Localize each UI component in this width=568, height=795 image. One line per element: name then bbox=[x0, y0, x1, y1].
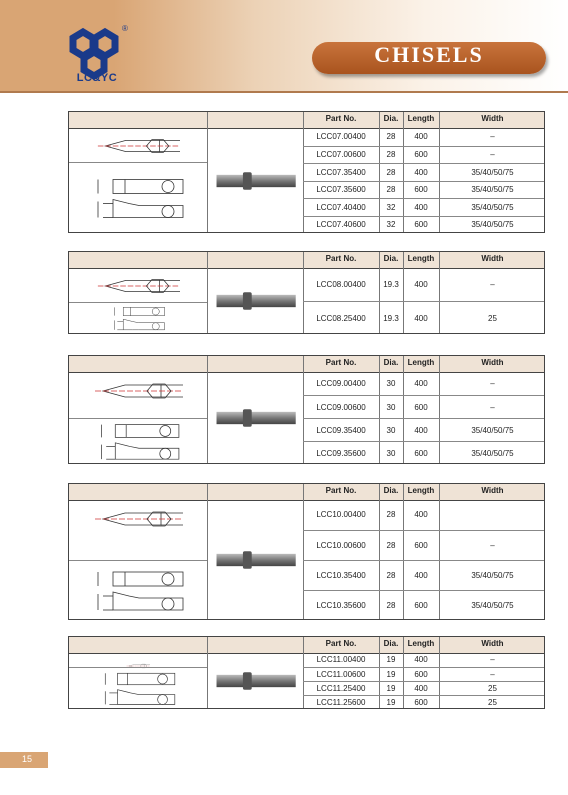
column-divider bbox=[207, 637, 208, 708]
cell-len: 400 bbox=[414, 279, 428, 289]
chisel-table-lcc10 bbox=[68, 483, 545, 620]
chisel-table-lcc11 bbox=[68, 636, 545, 709]
chisel-table-lcc08 bbox=[68, 251, 545, 334]
cell-part: LCC08.00400 bbox=[316, 279, 366, 289]
cell-part: LCC07.35400 bbox=[316, 167, 366, 177]
cell-wid: 35/40/50/75 bbox=[471, 425, 514, 435]
cell-dia: 32 bbox=[386, 220, 396, 230]
column-header-wid: Width bbox=[481, 254, 504, 263]
cell-part: LCC11.00600 bbox=[316, 670, 366, 679]
table-row bbox=[303, 372, 544, 395]
cell-part: LCC10.35400 bbox=[316, 571, 366, 580]
column-header-dia: Dia. bbox=[383, 486, 399, 495]
cell-len: 600 bbox=[414, 150, 428, 160]
table-row bbox=[303, 163, 544, 182]
cell-dia: 30 bbox=[386, 402, 396, 412]
cell-len: 600 bbox=[414, 220, 428, 230]
column-header-len: Length bbox=[407, 114, 435, 123]
column-header-len: Length bbox=[407, 639, 435, 648]
cell-dia: 19.3 bbox=[383, 313, 399, 323]
cell-part: LCC09.35400 bbox=[316, 425, 366, 435]
column-header-wid: Width bbox=[481, 486, 504, 495]
chisel-shank-photo bbox=[213, 666, 301, 701]
table-row bbox=[303, 181, 544, 200]
column-header-len: Length bbox=[407, 486, 435, 495]
table-row bbox=[303, 268, 544, 301]
chisel-shank-photo bbox=[213, 545, 301, 580]
cell-part: LCC08.25400 bbox=[316, 313, 366, 323]
cell-wid: 35/40/50/75 bbox=[471, 202, 514, 212]
cell-dia: 19 bbox=[386, 670, 396, 679]
chisel-flat-drawing bbox=[73, 305, 203, 336]
table-row bbox=[303, 301, 544, 335]
column-header-part: Part No. bbox=[325, 114, 357, 123]
cell-len: 600 bbox=[414, 698, 428, 707]
cell-dia: 28 bbox=[386, 185, 396, 195]
chisel-table-lcc07 bbox=[68, 111, 545, 233]
page-number: 15 bbox=[22, 754, 33, 764]
cell-wid: – bbox=[490, 150, 495, 160]
cell-part: LCC07.40400 bbox=[316, 202, 366, 212]
chisel-point-drawing bbox=[73, 132, 203, 165]
cell-dia: 19 bbox=[386, 684, 396, 693]
cell-dia: 28 bbox=[386, 150, 396, 160]
column-header-dia: Dia. bbox=[383, 358, 399, 367]
chisel-shank-photo bbox=[213, 166, 301, 201]
chisel-point-drawing bbox=[73, 504, 203, 539]
cell-dia: 19 bbox=[386, 698, 396, 707]
table-row bbox=[303, 500, 544, 530]
cell-wid: 35/40/50/75 bbox=[471, 167, 514, 177]
cell-wid: – bbox=[490, 279, 495, 289]
cell-len: 400 bbox=[414, 378, 428, 388]
cell-wid: 35/40/50/75 bbox=[471, 601, 514, 610]
table-row bbox=[303, 653, 544, 667]
column-header-part: Part No. bbox=[325, 254, 357, 263]
table-row bbox=[303, 198, 544, 217]
cell-dia: 28 bbox=[386, 541, 396, 550]
cell-part: LCC07.00600 bbox=[316, 150, 366, 160]
table-row bbox=[303, 395, 544, 419]
cell-wid: – bbox=[490, 402, 495, 412]
table-row bbox=[303, 667, 544, 682]
page-title: CHISELS bbox=[374, 42, 484, 67]
cell-part: LCC10.00400 bbox=[316, 510, 366, 519]
column-header-wid: Width bbox=[481, 114, 504, 123]
cell-dia: 28 bbox=[386, 510, 396, 519]
cell-part: LCC11.25600 bbox=[316, 698, 366, 707]
chisel-shank-photo bbox=[213, 286, 301, 321]
column-header-part: Part No. bbox=[325, 486, 357, 495]
table-row bbox=[303, 560, 544, 591]
cell-len: 400 bbox=[414, 131, 428, 141]
cell-dia: 28 bbox=[386, 131, 396, 141]
cell-len: 400 bbox=[414, 167, 428, 177]
cell-len: 400 bbox=[414, 684, 428, 693]
cell-wid: 35/40/50/75 bbox=[471, 220, 514, 230]
chisel-shank-photo bbox=[213, 403, 301, 438]
cell-part: LCC07.40600 bbox=[316, 220, 366, 230]
cell-part: LCC09.00600 bbox=[316, 402, 366, 412]
cell-dia: 28 bbox=[386, 601, 396, 610]
column-divider bbox=[207, 112, 208, 232]
column-header-dia: Dia. bbox=[383, 254, 399, 263]
table-row bbox=[303, 418, 544, 442]
column-header-wid: Width bbox=[481, 358, 504, 367]
chisel-table-lcc09 bbox=[68, 355, 545, 464]
cell-wid: 35/40/50/75 bbox=[471, 185, 514, 195]
cell-len: 400 bbox=[414, 425, 428, 435]
table-row bbox=[303, 590, 544, 621]
cell-part: LCC09.00400 bbox=[316, 378, 366, 388]
cell-wid: – bbox=[490, 541, 495, 550]
cell-wid: 25 bbox=[488, 684, 497, 693]
cell-wid: – bbox=[490, 655, 495, 664]
cell-part: LCC11.25400 bbox=[316, 684, 366, 693]
cell-wid: – bbox=[490, 131, 495, 141]
table-row bbox=[303, 681, 544, 696]
chisel-point-drawing bbox=[73, 376, 203, 411]
column-divider bbox=[207, 484, 208, 619]
cell-wid: 25 bbox=[488, 698, 497, 707]
cell-wid: – bbox=[490, 670, 495, 679]
column-header-wid: Width bbox=[481, 639, 504, 648]
cell-dia: 30 bbox=[386, 448, 396, 458]
cell-len: 600 bbox=[414, 601, 428, 610]
drawing-divider bbox=[69, 162, 207, 163]
table-row bbox=[303, 128, 544, 146]
column-header-part: Part No. bbox=[325, 358, 357, 367]
cell-len: 600 bbox=[414, 541, 428, 550]
cell-wid: 25 bbox=[488, 313, 497, 323]
chisel-flat-drawing bbox=[73, 670, 203, 711]
drawing-divider bbox=[69, 418, 207, 419]
cell-part: LCC09.35600 bbox=[316, 448, 366, 458]
cell-len: 400 bbox=[414, 313, 428, 323]
table-row bbox=[303, 146, 544, 165]
cell-part: LCC07.00400 bbox=[316, 131, 366, 141]
cell-len: 600 bbox=[414, 670, 428, 679]
cell-wid: – bbox=[490, 378, 495, 388]
drawing-divider bbox=[69, 302, 207, 303]
cell-len: 400 bbox=[414, 510, 428, 519]
cell-len: 400 bbox=[414, 202, 428, 212]
cell-part: LCC07.35600 bbox=[316, 185, 366, 195]
cell-part: LCC10.35600 bbox=[316, 601, 366, 610]
page-title-pill bbox=[312, 42, 546, 74]
cell-len: 400 bbox=[414, 571, 428, 580]
cell-dia: 30 bbox=[386, 378, 396, 388]
cell-len: 600 bbox=[414, 402, 428, 412]
brand-name: LC&YC bbox=[76, 72, 118, 84]
registered-mark-icon: ® bbox=[122, 24, 128, 33]
cell-dia: 32 bbox=[386, 202, 396, 212]
cell-len: 400 bbox=[414, 655, 428, 664]
chisel-flat-drawing bbox=[73, 563, 203, 622]
column-header-len: Length bbox=[407, 358, 435, 367]
column-header-dia: Dia. bbox=[383, 639, 399, 648]
cell-wid: 35/40/50/75 bbox=[471, 571, 514, 580]
column-header-dia: Dia. bbox=[383, 114, 399, 123]
table-row bbox=[303, 695, 544, 710]
cell-len: 600 bbox=[414, 448, 428, 458]
cell-dia: 28 bbox=[386, 571, 396, 580]
cell-part: LCC10.00600 bbox=[316, 541, 366, 550]
column-divider bbox=[207, 252, 208, 333]
cell-dia: 28 bbox=[386, 167, 396, 177]
drawing-divider bbox=[69, 560, 207, 561]
cell-dia: 19 bbox=[386, 655, 396, 664]
cell-dia: 30 bbox=[386, 425, 396, 435]
chisel-flat-drawing bbox=[73, 165, 203, 235]
chisel-point-drawing bbox=[73, 272, 203, 305]
table-row bbox=[303, 530, 544, 561]
table-row bbox=[303, 216, 544, 235]
cell-part: LCC11.00400 bbox=[316, 655, 366, 664]
table-row bbox=[303, 441, 544, 465]
chisel-flat-drawing bbox=[73, 421, 203, 466]
cell-dia: 19.3 bbox=[383, 279, 399, 289]
drawing-divider bbox=[69, 667, 207, 668]
cell-wid: 35/40/50/75 bbox=[471, 448, 514, 458]
column-header-len: Length bbox=[407, 254, 435, 263]
column-header-part: Part No. bbox=[325, 639, 357, 648]
column-divider bbox=[207, 356, 208, 463]
cell-len: 600 bbox=[414, 185, 428, 195]
